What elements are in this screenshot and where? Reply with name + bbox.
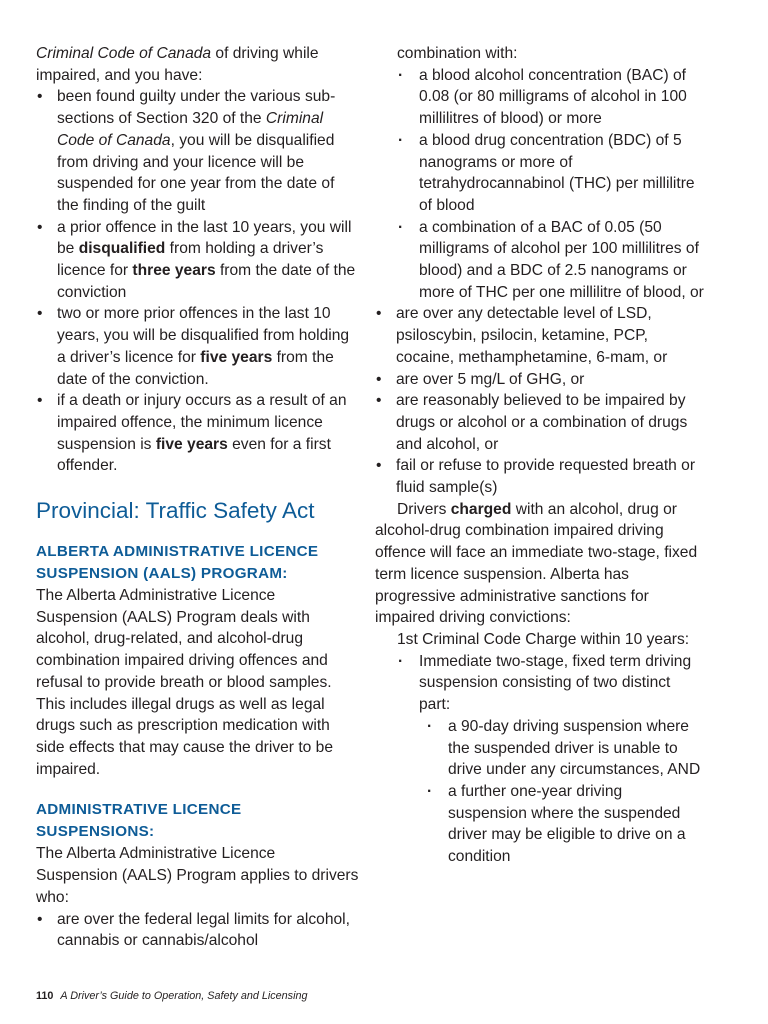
- list-item: • are reasonably believed to be impaired by drugs or alcohol or a combination of drugs and alcohol, or: [375, 390, 705, 455]
- paragraph-text: with an alcohol, drug or alcohol-drug combination impaired driving offence will face an immediate two-stage, fixed term licence suspension. Alberta has progressive administrative sanctions for impaired driving convictions:: [375, 500, 698, 627]
- intro-paragraph: [36, 43, 360, 86]
- continuation-line: combination with:: [397, 45, 518, 62]
- list-item-emphasis: Criminal Code of Canada: [57, 110, 324, 149]
- list-item-text: two or more prior offences in the last 10 years, you will be disqualified from holding a driver’s licence for: [57, 305, 350, 366]
- aals-heading: ALBERTA ADMINISTRATIVE LICENCE SUSPENSION (AALS) PROGRAM:: [36, 543, 319, 583]
- list-item: · a blood alcohol concentration (BAC) of 0.08 (or 80 milligrams of alcohol in 100 millilitres of blood) or more: [397, 65, 705, 130]
- intro-code-title: Criminal Code of Canada: [36, 45, 212, 62]
- list-item: [36, 217, 360, 304]
- right-column: [375, 43, 705, 868]
- charge-line: 1st Criminal Code Charge within 10 years:: [397, 630, 690, 648]
- page-footer: [36, 986, 308, 1006]
- paragraph-text: Drivers: [397, 500, 451, 518]
- als-paragraph: The Alberta Administrative Licence Suspension (AALS) Program applies to drivers who:: [36, 845, 359, 906]
- intro-rest: of driving while impaired, and you have:: [36, 45, 319, 84]
- list-item-text: , you will be disqualified from driving and your licence will be suspended for one year from the date of the finding of the guilt: [57, 131, 335, 214]
- list-item: • are over any detectable level of LSD, psiloscybin, psilocin, ketamine, PCP, cocaine, methamphetamine, 6-mam, or: [375, 303, 705, 368]
- list-item: • are over the federal legal limits for alcohol, cannabis or cannabis/alcohol: [36, 909, 360, 952]
- list-item-text: even for a first offender.: [57, 435, 331, 475]
- list-item: · Immediate two-stage, fixed term driving suspension consisting of two distinct part:: [397, 651, 705, 716]
- list-item: · a 90-day driving suspension where the suspended driver is unable to drive under any circumstances, AND: [426, 716, 705, 781]
- list-item: · a further one-year driving suspension where the suspended driver may be eligible to drive on a condition: [426, 781, 705, 868]
- section-title: Provincial: Traffic Safety Act: [36, 498, 315, 524]
- list-item: [36, 303, 360, 390]
- footer-title: A Driver’s Guide to Operation, Safety and Licensing: [60, 990, 308, 1002]
- list-item: • fail or refuse to provide requested breath or fluid sample(s): [375, 455, 705, 498]
- limit-list: [375, 65, 705, 304]
- drug-list: [375, 303, 705, 498]
- charge-list: [375, 651, 705, 716]
- list-item: [36, 390, 360, 477]
- list-item: · a combination of a BAC of 0.05 (50 milligrams of alcohol per 100 millilitres of blood) and a BDC of 2.5 nanograms or more of THC per one millilitre of blood, or: [397, 217, 705, 304]
- list-item-bold: five years: [155, 435, 228, 453]
- list-item-bold: five years: [200, 348, 273, 366]
- charged-paragraph: [375, 499, 705, 629]
- list-item-bold: three years: [132, 262, 216, 280]
- list-item-text: from the date of the conviction.: [57, 348, 334, 388]
- list-item-bold: disqualified: [78, 240, 166, 258]
- list-item: • are over 5 mg/L of GHG, or: [375, 369, 705, 391]
- list-item-text: a prior offence in the last 10 years, you will be: [57, 218, 352, 258]
- als-list: [36, 909, 360, 952]
- list-item-text: been found guilty under the various sub-sections of Section 320 of the: [57, 88, 336, 128]
- list-item-text: from holding a driver’s licence for: [57, 240, 324, 280]
- federal-penalty-list: [36, 86, 360, 477]
- list-item: [36, 86, 360, 216]
- page-number: 110: [36, 990, 54, 1002]
- als-heading: ADMINISTRATIVE LICENCE SUSPENSIONS:: [36, 801, 242, 841]
- list-item-text: from the date of the conviction: [57, 262, 356, 301]
- paragraph-bold: charged: [450, 500, 512, 518]
- suspension-list: [375, 716, 705, 868]
- left-column: [36, 43, 360, 952]
- list-item-text: if a death or injury occurs as a result of an impaired offence, the minimum licence suspension is: [57, 392, 347, 453]
- list-item: · a blood drug concentration (BDC) of 5 nanograms or more of tetrahydrocannabinol (THC) per millilitre of blood: [397, 130, 705, 217]
- aals-paragraph: The Alberta Administrative Licence Suspension (AALS) Program deals with alcohol, drug-related, and alcohol-drug combination impaired driving offences and refusal to provide breath or blood samples. This includes illegal drugs as well as legal drugs such as prescription medication with side effects that may cause the driver to be impaired.: [36, 587, 334, 778]
